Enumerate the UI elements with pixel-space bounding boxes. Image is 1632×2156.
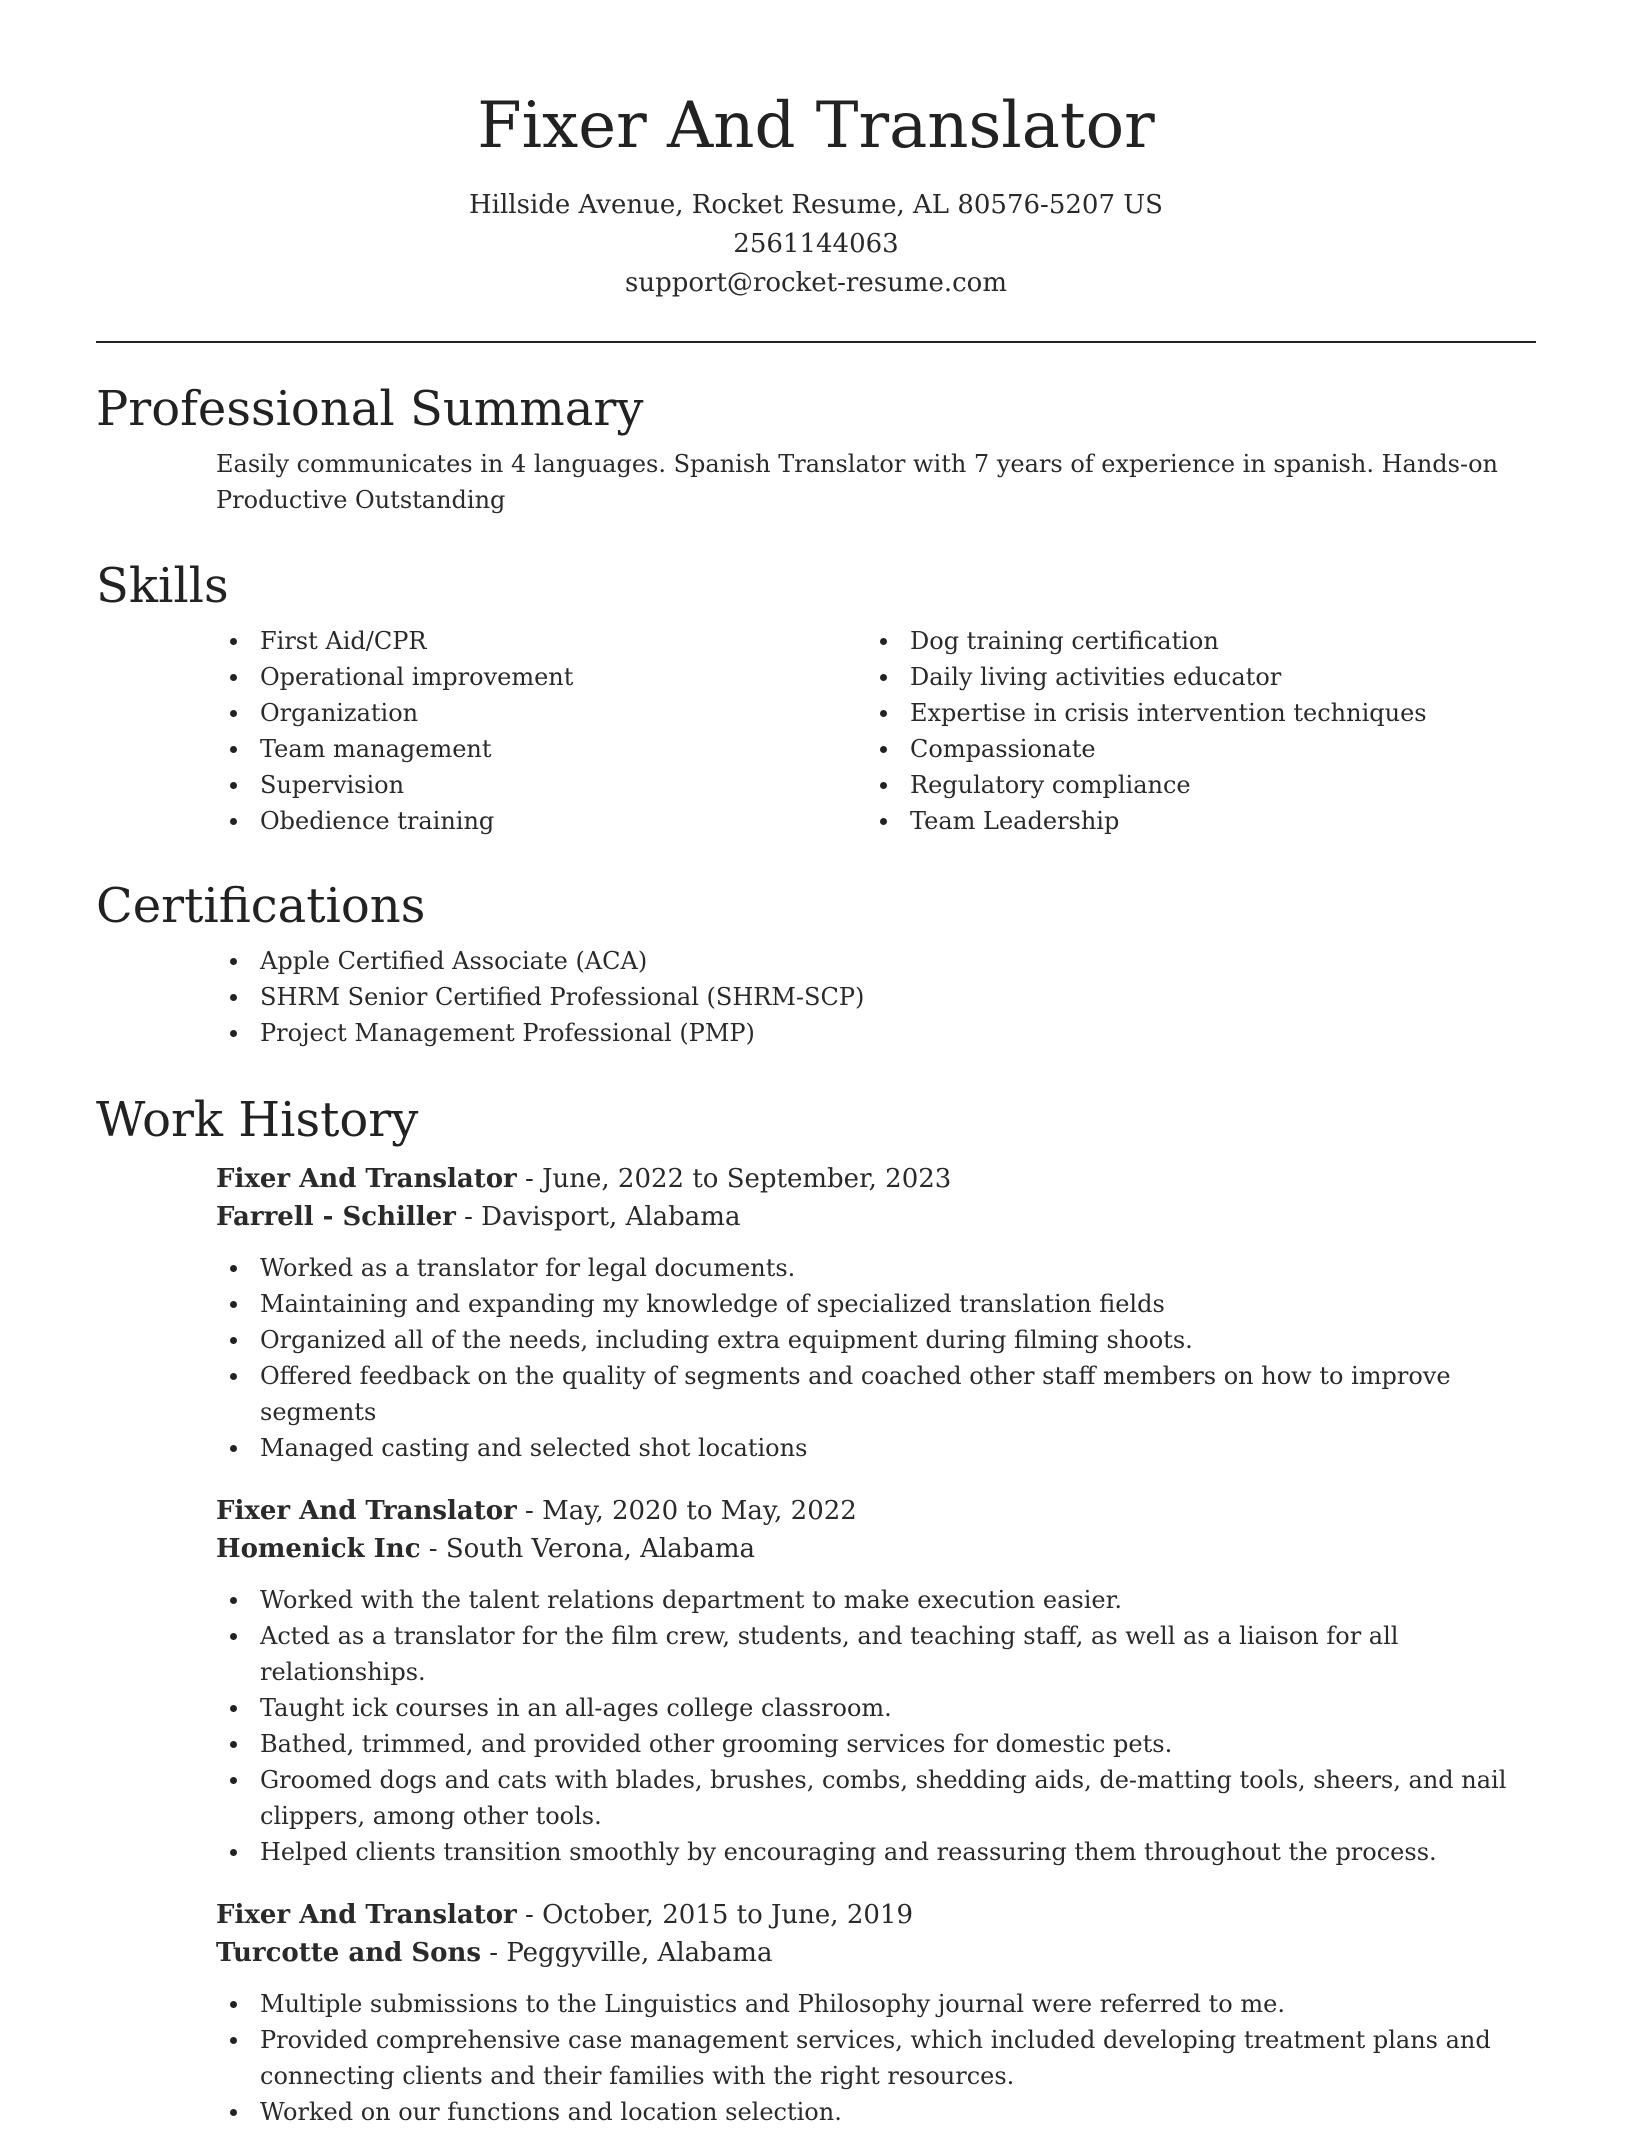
skills-section	[96, 556, 1536, 839]
job-bullet: Worked with the talent relations department to make execution easier.	[260, 1582, 1536, 1618]
skill-item: Team management	[260, 731, 866, 767]
summary-section	[96, 379, 1536, 518]
resume-header	[0, 0, 1632, 303]
job-title-line	[216, 1492, 1536, 1530]
header-divider	[96, 341, 1536, 343]
job-company: Turcotte and Sons	[216, 1938, 481, 1968]
job-bullet: Organized all of the needs, including extra equipment during filming shoots.	[260, 1322, 1536, 1358]
job-title: Fixer And Translator	[216, 1900, 517, 1930]
skill-item: Dog training certification	[910, 623, 1516, 659]
job-title: Fixer And Translator	[216, 1496, 517, 1526]
job-company-line	[216, 1530, 1536, 1568]
job-location: - Peggyville, Alabama	[481, 1938, 773, 1968]
job-dates: - May, 2020 to May, 2022	[516, 1496, 857, 1526]
job-entry	[216, 1492, 1536, 1870]
skill-item: Compassionate	[910, 731, 1516, 767]
job-location: - Davisport, Alabama	[455, 1202, 741, 1232]
certification-item: Project Management Professional (PMP)	[260, 1015, 1536, 1051]
job-bullet: Offered feedback on the quality of segments and coached other staff members on how to improve segments	[260, 1358, 1536, 1430]
candidate-name: Fixer And Translator	[477, 89, 1155, 163]
summary-text: Easily communicates in 4 languages. Spanish Translator with 7 years of experience in spanish. Hands-on Productive Outstanding	[216, 450, 1498, 514]
job-bullets	[216, 1582, 1536, 1870]
certifications-title: Certifications	[96, 878, 426, 934]
skills-column-left	[216, 623, 866, 839]
skill-item: Supervision	[260, 767, 866, 803]
skills-column-right	[866, 623, 1516, 839]
work-history-title: Work History	[96, 1092, 419, 1148]
job-bullet: Bathed, trimmed, and provided other grooming services for domestic pets.	[260, 1726, 1536, 1762]
contact-email: support@rocket-resume.com	[624, 268, 1007, 298]
contact-block	[0, 186, 1632, 303]
certifications-list	[216, 943, 1536, 1051]
skill-item: Expertise in crisis intervention techniques	[910, 695, 1516, 731]
job-company-line	[216, 1198, 1536, 1236]
skill-item: Obedience training	[260, 803, 866, 839]
job-title-line	[216, 1896, 1536, 1934]
job-company: Homenick Inc	[216, 1534, 421, 1564]
certification-item: SHRM Senior Certified Professional (SHRM-SCP)	[260, 979, 1536, 1015]
job-bullet: Managed casting and selected shot locations	[260, 1430, 1536, 1466]
skill-item: Operational improvement	[260, 659, 866, 695]
job-bullet: Worked as a translator for legal documents.	[260, 1250, 1536, 1286]
contact-address: Hillside Avenue, Rocket Resume, AL 80576-5207 US	[468, 190, 1163, 220]
job-bullet: Multiple submissions to the Linguistics and Philosophy journal were referred to me.	[260, 1986, 1536, 2022]
job-bullet: Groomed dogs and cats with blades, brushes, combs, shedding aids, de-matting tools, sheers, and nail clippers, among other tools.	[260, 1762, 1536, 1834]
job-bullets	[216, 1986, 1536, 2130]
job-bullet: Worked on our functions and location selection.	[260, 2094, 1536, 2130]
job-bullet: Helped clients transition smoothly by encouraging and reassuring them throughout the process.	[260, 1834, 1536, 1870]
summary-title: Professional Summary	[96, 381, 644, 437]
job-bullets	[216, 1250, 1536, 1466]
certifications-section	[96, 876, 1536, 1051]
job-location: - South Verona, Alabama	[420, 1534, 756, 1564]
job-bullet: Provided comprehensive case management services, which included developing treatment plans and connecting clients and their families with the right resources.	[260, 2022, 1536, 2094]
certification-item: Apple Certified Associate (ACA)	[260, 943, 1536, 979]
job-company: Farrell - Schiller	[216, 1202, 456, 1232]
job-bullet: Acted as a translator for the film crew, students, and teaching staff, as well as a liaison for all relationships.	[260, 1618, 1536, 1690]
job-title-line	[216, 1160, 1536, 1198]
job-title: Fixer And Translator	[216, 1164, 517, 1194]
skills-grid	[216, 623, 1536, 839]
job-dates: - October, 2015 to June, 2019	[516, 1900, 913, 1930]
contact-phone: 2561144063	[733, 229, 899, 259]
job-entry	[216, 1160, 1536, 1466]
skills-title: Skills	[96, 558, 229, 614]
skill-item: First Aid/CPR	[260, 623, 866, 659]
skill-item: Organization	[260, 695, 866, 731]
job-bullet: Taught ick courses in an all-ages college classroom.	[260, 1690, 1536, 1726]
job-bullet: Maintaining and expanding my knowledge of specialized translation fields	[260, 1286, 1536, 1322]
skill-item: Team Leadership	[910, 803, 1516, 839]
job-company-line	[216, 1934, 1536, 1972]
skill-item: Regulatory compliance	[910, 767, 1516, 803]
skill-item: Daily living activities educator	[910, 659, 1516, 695]
job-entry	[216, 1896, 1536, 2130]
work-history-section	[96, 1090, 1536, 2156]
job-dates: - June, 2022 to September, 2023	[516, 1164, 952, 1194]
